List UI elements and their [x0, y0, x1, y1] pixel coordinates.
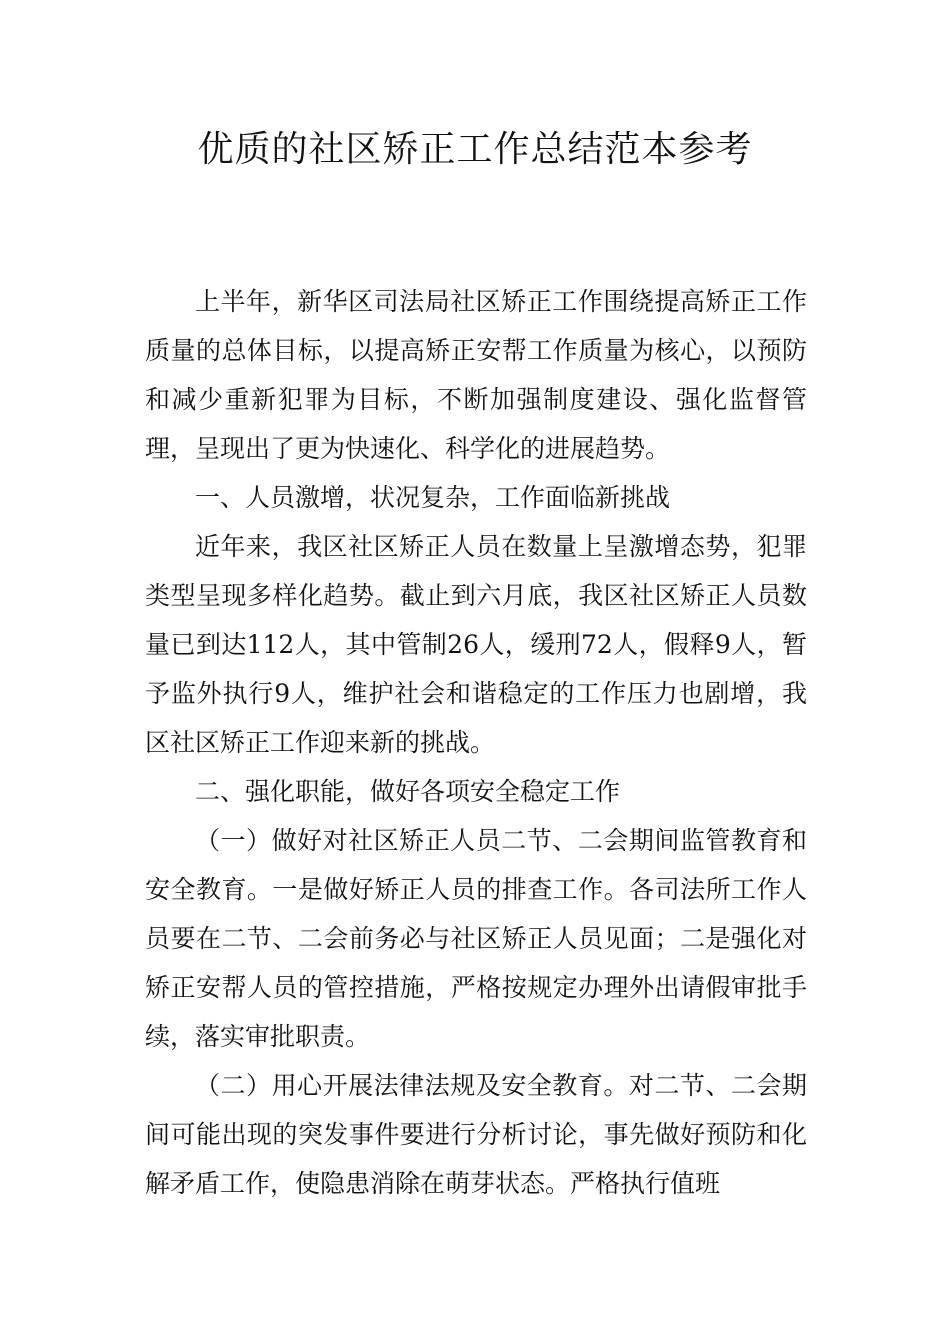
paragraph-section-1: 近年来，我区社区矫正人员在数量上呈激增态势，犯罪类型呈现多样化趋势。截止到六月底，我区社区矫正人员数量已到达112人，其中管制26人，缓刑72人，假释9人，暂予监外执行9人，维护社会和谐稳定的工作压力也剧增，我区社区矫正工作迎来新的挑战。 [145, 532, 807, 757]
section-heading-1: 一、人员激增，状况复杂，工作面临新挑战 [195, 483, 671, 512]
document-body [145, 277, 807, 1208]
paragraph-intro: 上半年，新华区司法局社区矫正工作围绕提高矫正工作质量的总体目标，以提高矫正安帮工作质量为核心，以预防和减少重新犯罪为目标，不断加强制度建设、强化监督管理，呈现出了更为快速化、科学化的进展趋势。 [145, 287, 807, 463]
document-title: 优质的社区矫正工作总结范本参考 [197, 129, 753, 170]
paragraph-item-1: （一）做好对社区矫正人员二节、二会期间监管教育和安全教育。一是做好矫正人员的排查工作。各司法所工作人员要在二节、二会前务必与社区矫正人员见面；二是强化对矫正安帮人员的管控措施，严格按规定办理外出请假审批手续，落实审批职责。 [145, 826, 807, 1051]
section-heading-2: 二、强化职能，做好各项安全稳定工作 [195, 777, 621, 806]
paragraph-item-2: （二）用心开展法律法规及安全教育。对二节、二会期间可能出现的突发事件要进行分析讨论，事先做好预防和化解矛盾工作，使隐患消除在萌芽状态。严格执行值班 [145, 1071, 807, 1198]
